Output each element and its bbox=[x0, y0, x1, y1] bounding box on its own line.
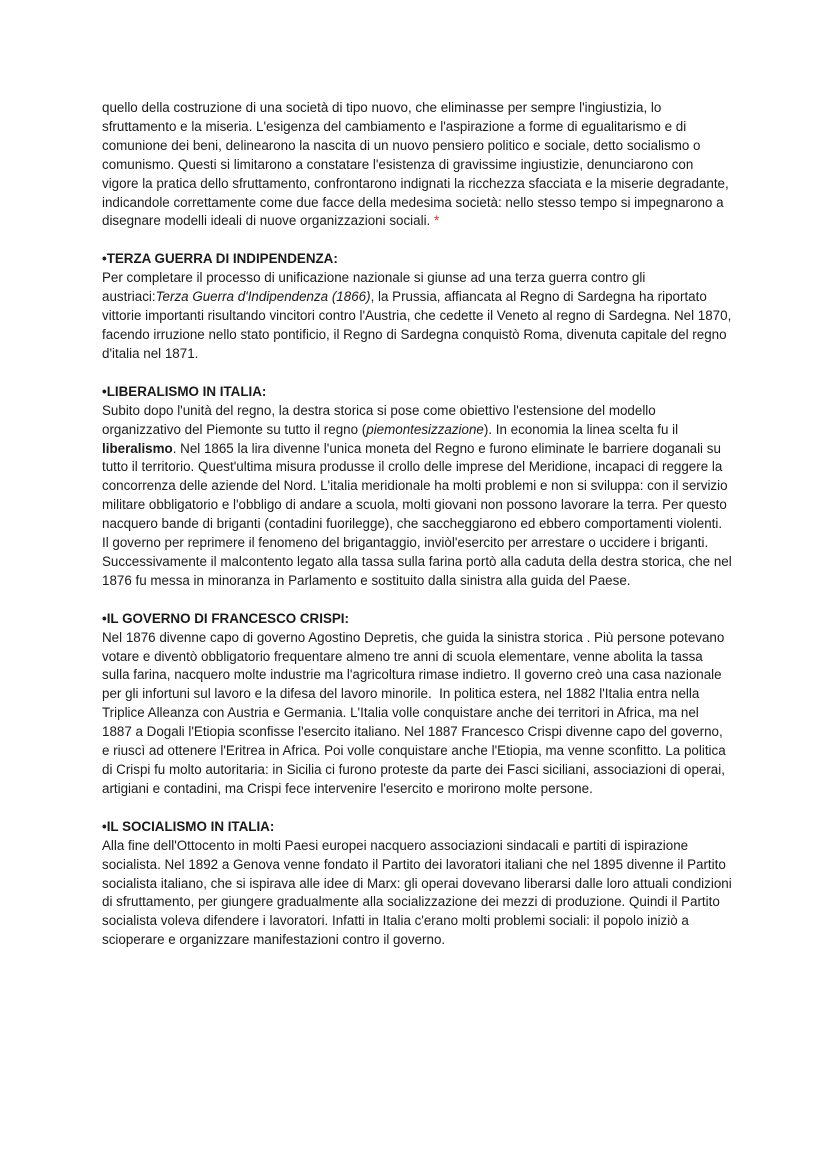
section-body: Nel 1876 divenne capo di governo Agostino Depretis, che guida la sinistra storica . Più persone potevano votare e diventò obbligatorio frequentare almeno tre anni di scuola elementare, venne abolita la tassa sulla farina, nacquero molte industrie ma l'agricoltura rimase indietro. Il governo creò una casa nazionale per gli infortuni sul lavoro e la difesa del lavoro minorile. In politica estera, nel 1882 l'Italia entra nella Triplice Alleanza con Austria e Germania. L'Italia volle conquistare anche dei territori in Africa, ma nel 1887 a Dogali l'Etiopia sconfisse l'esercito italiano. Nel 1887 Francesco Crispi divenne capo del governo, e riuscì ad ottenere l'Eritrea in Africa. Poi volle conquistare anche l'Etiopia, ma venne sconfitto. La politica di Crispi fu molto autoritaria: in Sicilia ci furono proteste da parte dei Fasci siciliani, associazioni di operai, artigiani e contadini, ma Crispi fece intervenire l'esercito e morirono molte persone. bbox=[102, 629, 730, 796]
footnote-asterisk: * bbox=[433, 213, 440, 229]
section-socialismo bbox=[102, 818, 736, 950]
intro-text: quello della costruzione di una società di tipo nuovo, che eliminasse per sempre l'ingiustizia, lo sfruttamento e la miseria. L'esigenza del cambiamento e l'aspirazione a forme di egualitarismo e di comunione dei beni, delinearono la nascita di un nuovo pensiero politico e sociale, detto socialismo o comunismo. Questi si limitarono a constatare l'esistenza di gravissime ingiustizie, denunciarono con vigore la pratica dello sfruttamento, confrontarono indignati la ricchezza sfacciata e la miserie degradante, indicandole correttamente come due facce della medesima società: nello stesso tempo si impegnarono a disegnare modelli ideali di nuove organizzazioni sociali. bbox=[102, 100, 733, 229]
section-body: Alla fine dell'Ottocento in molti Paesi europei nacquero associazioni sindacali e partiti di ispirazione socialista. Nel 1892 a Genova venne fondato il Partito dei lavoratori italiani che nel 1895 divenne il Partito socialista italiano, che si ispirava alle idee di Marx: gli operai dovevano liberarsi dalle loro attuali condizioni di sfruttamento, per giungere gradualmente alla socializzazione dei mezzi di produzione. Quindi il Partito socialista voleva difendere i lavoratori. Infatti in Italia c'erano molti problemi sociali: il popolo iniziò a scioperare e organizzare manifestazioni contro il governo. bbox=[102, 837, 736, 948]
body-text: , la Prussia, affiancata al Regno di Sardegna ha riportato vittorie importanti risultando vincitori contro l'Austria, che cedette il Veneto al regno di Sardegna. Nel 1870, facendo irruzione nello stato pontificio, il Regno di Sardegna conquistò Roma, divenuta capitale del regno d'italia nel 1871. bbox=[102, 289, 736, 361]
section-heading: •TERZA GUERRA DI INDIPENDENZA: bbox=[102, 251, 338, 267]
section-heading: •LIBERALISMO IN ITALIA: bbox=[102, 383, 267, 399]
body-text: ). In economia la linea scelta fu il bbox=[483, 421, 682, 437]
section-crispi bbox=[102, 610, 732, 799]
section-heading: •IL SOCIALISMO IN ITALIA: bbox=[102, 818, 275, 834]
body-text: Subito dopo l'unità del regno, la destra storica si pose come obiettivo l'estensione del modello organizzativo del Piemonte su tutto il regno ( bbox=[102, 402, 660, 437]
body-italic: Terza Guerra d'Indipendenza (1866) bbox=[155, 289, 371, 305]
body-italic: piemontesizzazione bbox=[366, 421, 484, 437]
body-bold: liberalismo bbox=[102, 440, 173, 456]
section-heading: •IL GOVERNO DI FRANCESCO CRISPI: bbox=[102, 610, 349, 626]
intro-paragraph bbox=[102, 99, 732, 231]
document-page bbox=[102, 99, 736, 950]
section-body bbox=[102, 402, 736, 591]
section-body bbox=[102, 269, 736, 364]
body-text: Per completare il processo di unificazione nazionale si giunse ad una terza guerra contro gli austriaci: bbox=[102, 270, 650, 305]
section-terza-guerra bbox=[102, 250, 736, 363]
body-text: . Nel 1865 la lira divenne l'unica moneta del Regno e furono eliminate le barriere doganali su tutto il territorio. Quest'ultima misura produsse il crollo delle imprese del Meridione, incapaci di reggere la concorrenza delle aziende del Nord. L'italia meridionale ha molti problemi e non si sviluppa: con il servizio militare obbligatorio e l'obbligo di andare a scuola, molti giovani non possono lavorare la terra. Per questo nacquero bande di briganti (contadini fuorilegge), che saccheggiarono ed ebbero comportamenti violenti. Il governo per reprimere il fenomeno del brigantaggio, inviòl'esercito per arrestare o uccidere i briganti. Successivamente il malcontento legato alla tassa sulla farina portò alla caduta della destra storica, che nel 1876 fu messa in minoranza in Parlamento e sostituito dalla sinistra alla guida del Paese. bbox=[102, 440, 736, 588]
section-liberalismo bbox=[102, 383, 736, 591]
